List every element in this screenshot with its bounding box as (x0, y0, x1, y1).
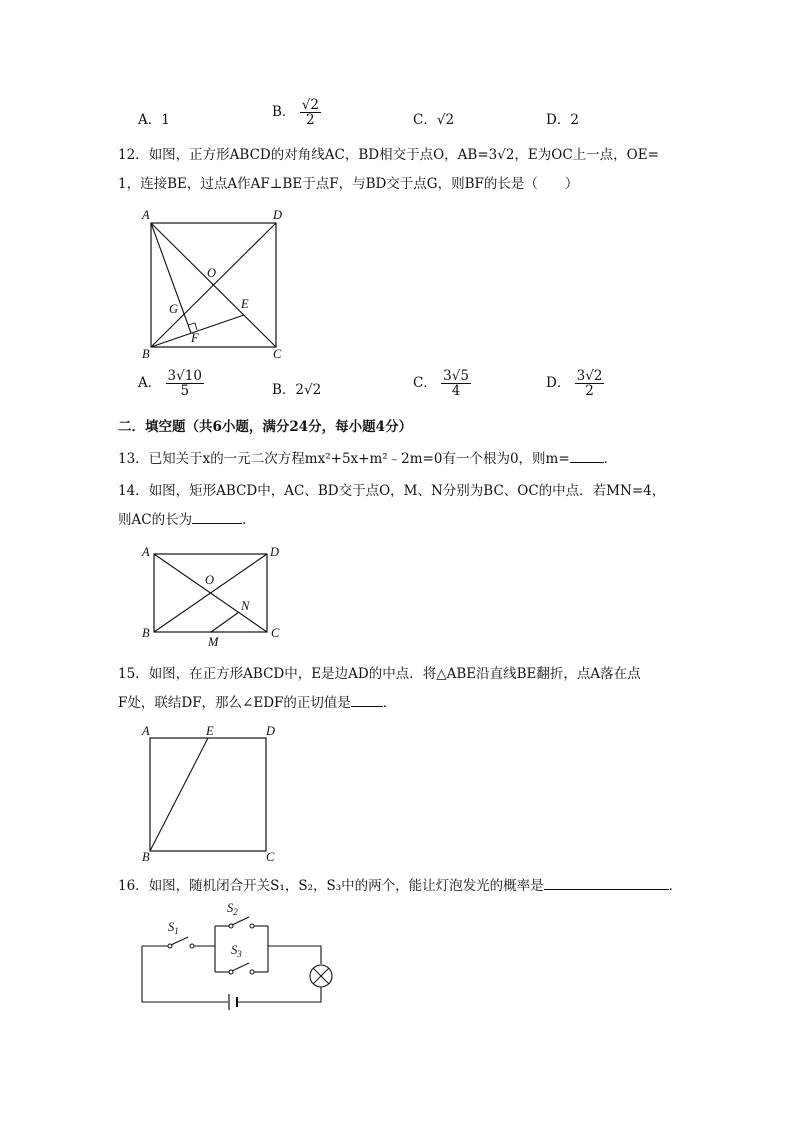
segment-af (151, 223, 191, 333)
label-c: C (266, 850, 275, 864)
label-a: A (142, 208, 150, 222)
label-n: N (241, 599, 250, 613)
q13-text: 13．已知关于x的一元二次方程mx²+5x+m²﹣2m=0有一个根为0，则m= ． (118, 451, 618, 467)
section-title: 二．填空题（共6小题，满分24分，每小题4分） (118, 419, 413, 435)
switch-s2-blade (232, 917, 249, 925)
q13-answer-blank[interactable] (570, 450, 604, 463)
label-b: B (142, 347, 150, 361)
label-b: B (142, 626, 150, 640)
q11-option-c: C．√2 (413, 112, 455, 128)
label-o: O (205, 573, 215, 587)
q15-text: 15．如图，在正方形ABCD中，E是边AD的中点．将△ABE沿直线BE翻折，点A落在点 F处，联结DF，那么∠EDF的正切值是 ． (118, 666, 641, 711)
segment-be (150, 738, 208, 851)
q11-option-d: D．2 (546, 112, 579, 128)
label-e: E (206, 724, 214, 738)
label-d: D (266, 724, 276, 738)
q16-circuit-figure (135, 898, 345, 1016)
label-b: B (142, 850, 150, 864)
q12-option-b: B．2√2 (272, 382, 322, 398)
label-m: M (208, 635, 219, 649)
label-s2: $S_2$ (227, 901, 238, 917)
q14-figure (138, 542, 288, 650)
q16-text: 16．如图，随机闭合开关S₁，S₂，S₃中的两个，能让灯泡发光的概率是 ． (118, 878, 683, 894)
label-c: C (271, 626, 280, 640)
label-e: E (241, 297, 249, 311)
q12-option-d: D． $\frac{3√2}{2}$ (546, 368, 603, 400)
wire-right-top (268, 946, 321, 964)
q14-text: 14．如图，矩形ABCD中，AC、BD交于点O，M、N分别为BC、OC的中点．若MN=4， 则AC的长为 ． (118, 483, 666, 528)
wire-right-bottom (238, 987, 321, 1002)
q15-figure (138, 722, 288, 864)
q12-text: 12．如图，正方形ABCD的对角线AC，BD相交于点O，AB=3√2，E为OC上一点，OE= 1，连接BE，过点A作AF⊥BE于点F，与BD交于点G，则BF的长是（ ） (118, 147, 659, 192)
label-s3: $S_3$ (231, 943, 242, 959)
q11-option-b: B． $\frac{√2}{2}$ (272, 97, 319, 129)
switch-s3-blade (232, 963, 249, 971)
square-abcd (150, 738, 266, 851)
label-o: O (207, 266, 217, 280)
switch-s1-blade (171, 937, 188, 945)
label-a: A (142, 545, 150, 559)
label-f: F (191, 331, 199, 345)
label-d: D (273, 208, 283, 222)
label-c: C (273, 347, 282, 361)
q12-figure (138, 205, 293, 365)
q14-answer-blank[interactable] (192, 511, 242, 524)
q11-option-a: A．1 (138, 112, 170, 128)
q12-option-a: A． $\frac{3√10}{5}$ (138, 368, 202, 400)
q16-answer-blank[interactable] (544, 877, 669, 890)
label-d: D (270, 545, 280, 559)
q12-option-c: C． $\frac{3√5}{4}$ (413, 368, 469, 400)
label-g: G (169, 302, 179, 316)
label-a: A (142, 724, 150, 738)
label-s1: $S_1$ (168, 920, 179, 936)
segment-mn (211, 612, 239, 632)
q15-answer-blank[interactable] (351, 694, 383, 707)
